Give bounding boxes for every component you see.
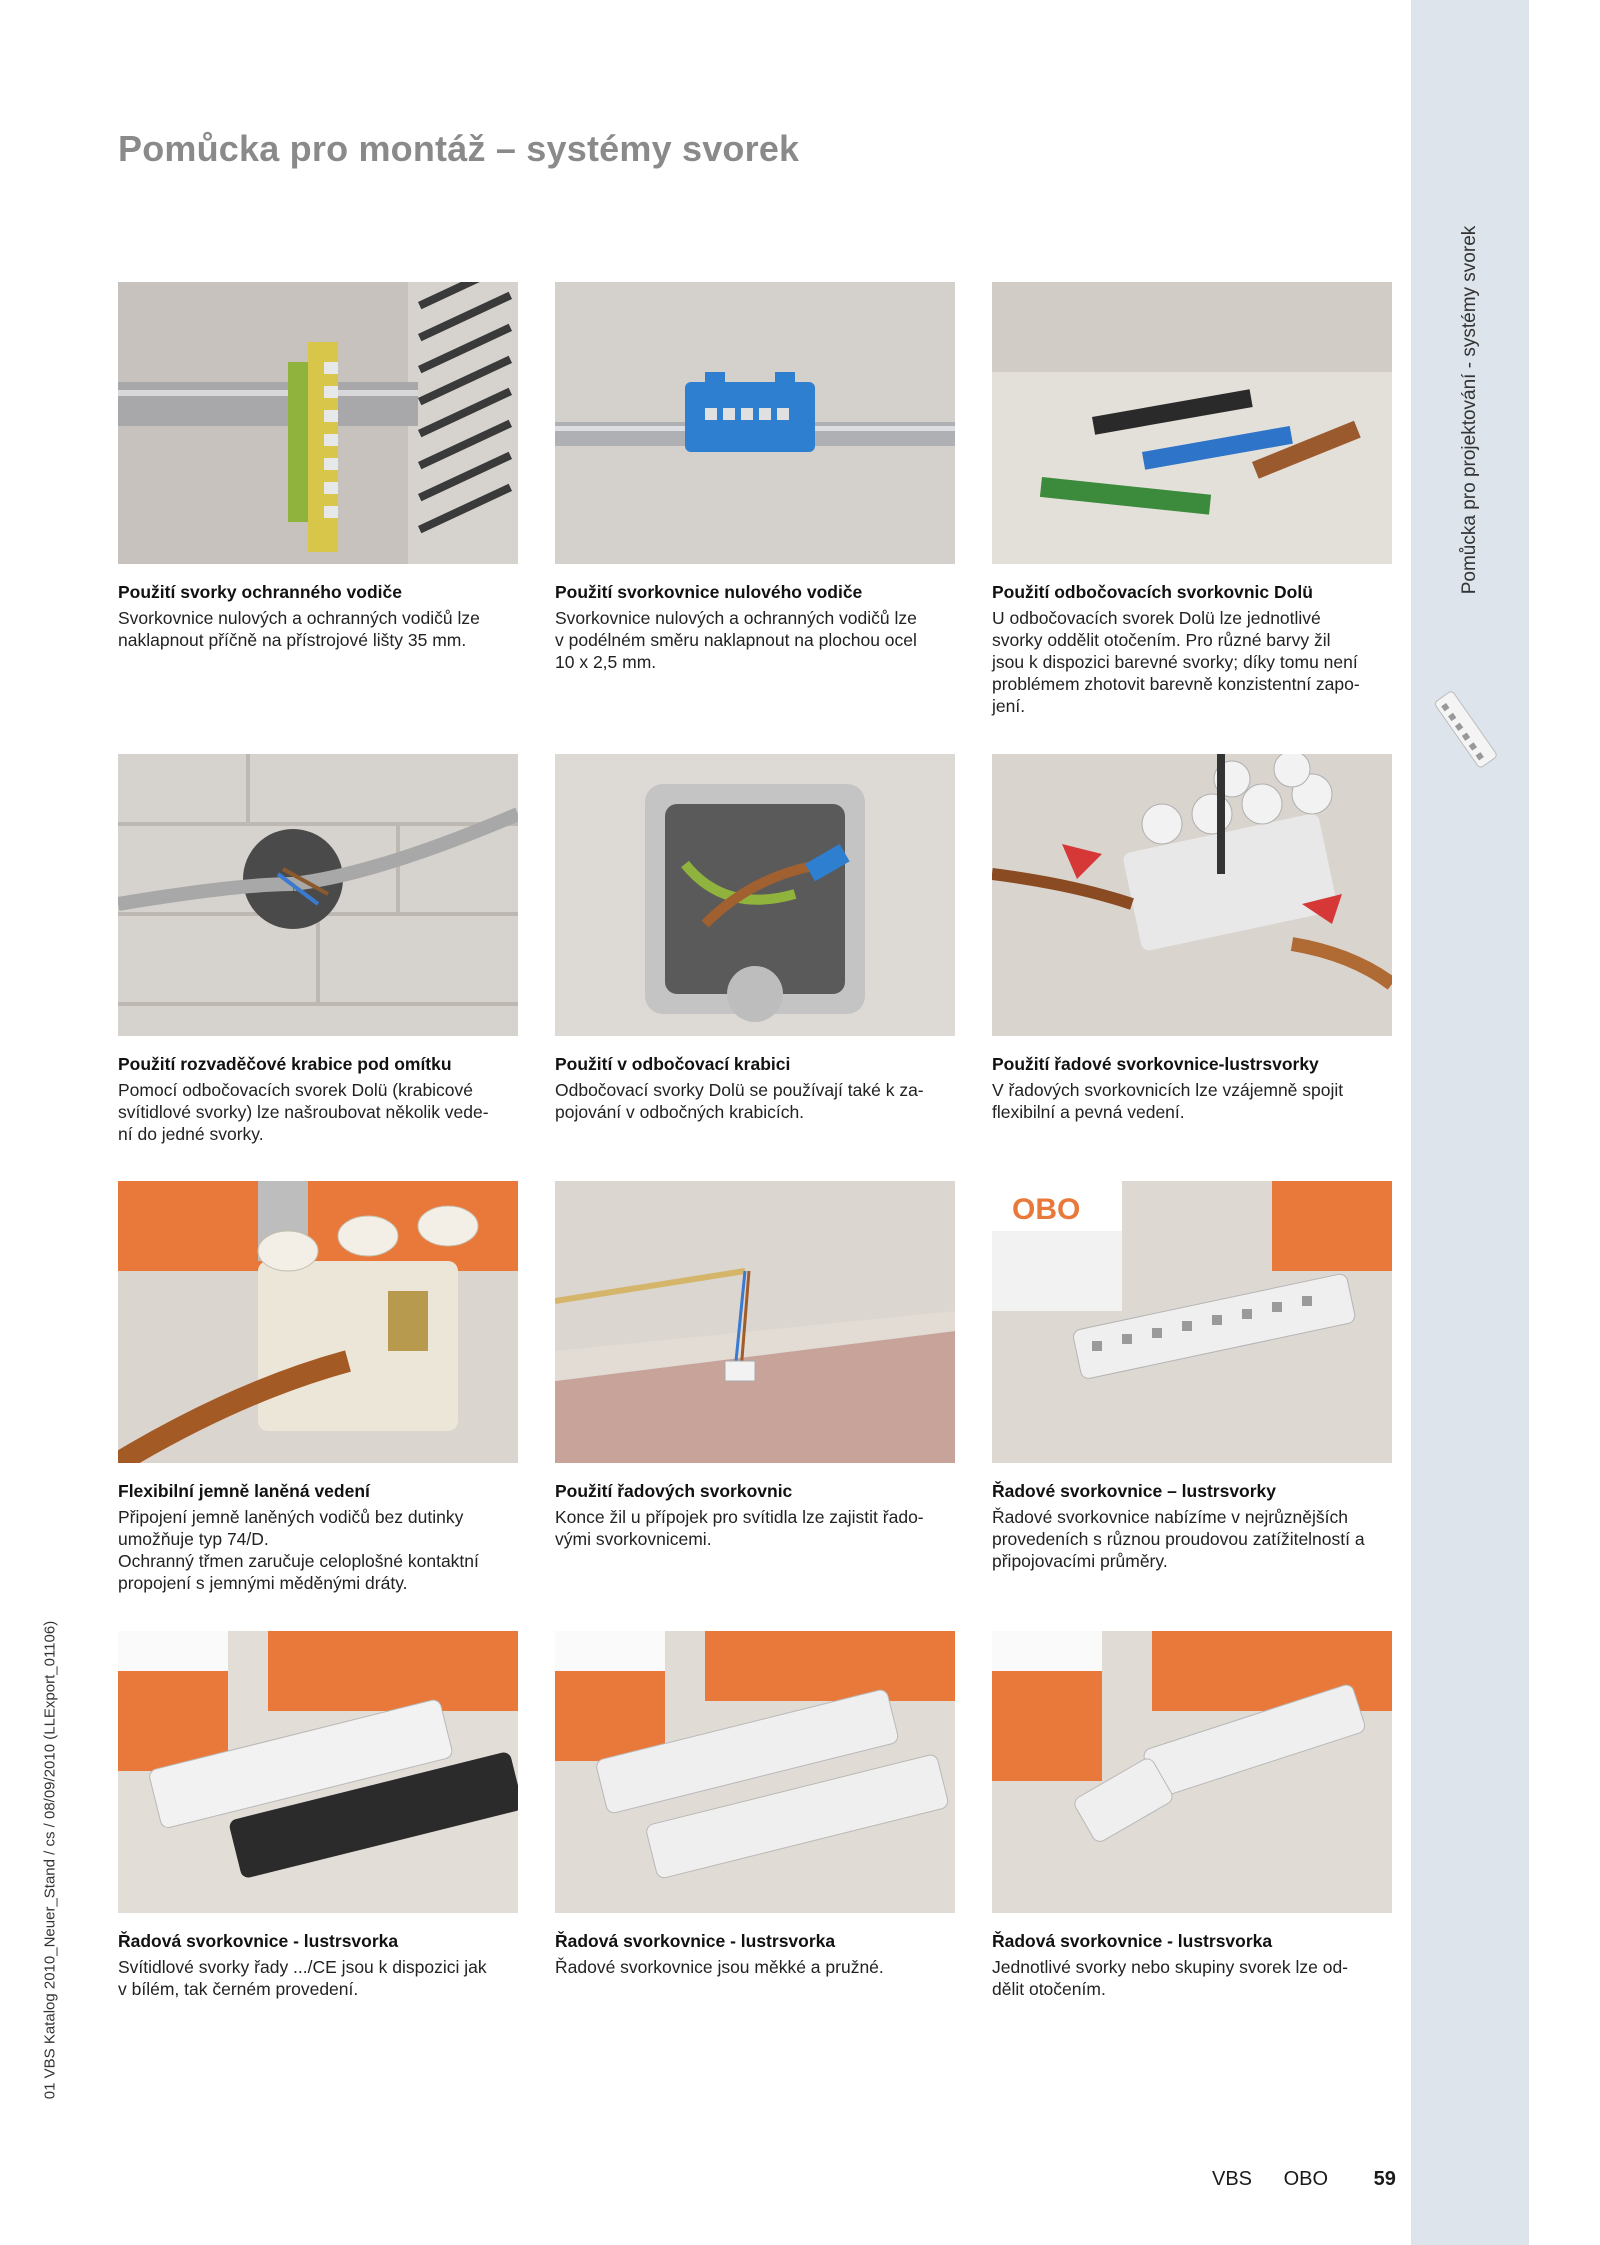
- footer: [1212, 2168, 1396, 2191]
- footer-brand-vbs: VBS: [1212, 2168, 1253, 2190]
- item-title: Použití v odbočovací krabici: [555, 1054, 791, 1074]
- item-description: Řadové svorkovnice nabízíme v nejrůznějších provedeních s různou proudovou zatížitelností a připojovacími průměry.: [992, 1507, 1365, 1571]
- item-title: Použití odbočovacích svorkovnic Dolü: [992, 582, 1313, 602]
- photo-ceiling-connection: [555, 1181, 955, 1463]
- item-title: Použití řadové svorkovnice-lustrsvorky: [992, 1054, 1319, 1074]
- photo-soft-strips: [555, 1631, 955, 1913]
- item-6: [992, 754, 1392, 1123]
- item-1: [118, 282, 518, 651]
- item-description: Připojení jemně laněných vodičů bez dutinky umožňuje typ 74/D. Ochranný třmen zaručuje celoplošné kontaktní propojení s jemnými měděnými dráty.: [118, 1507, 479, 1593]
- item-description: Svorkovnice nulových a ochranných vodičů lze naklapnout příčně na přístrojové lišty 35 mm.: [118, 608, 480, 650]
- item-5: [555, 754, 955, 1123]
- item-title: Řadové svorkovnice – lustrsvorky: [992, 1481, 1277, 1501]
- photo-colored-terminals: [992, 282, 1392, 564]
- item-title: Řadová svorkovnice - lustrsvorka: [992, 1931, 1273, 1951]
- item-title: Použití svorky ochranného vodiče: [118, 582, 402, 602]
- item-title: Řadová svorkovnice - lustrsvorka: [118, 1931, 399, 1951]
- item-description: U odbočovacích svorek Dolü lze jednotlivé svorky oddělit otočením. Pro různé barvy žil jsou k dispozici barevné svorky; díky tomu není problémem zhotovit barevně konzistentní zapo- jení.: [992, 608, 1360, 716]
- item-description: Svítidlové svorky řady .../CE jsou k dispozici jak v bílém, tak černém provedení.: [118, 1957, 487, 1999]
- photo-white-black-strips: [118, 1631, 518, 1913]
- page-title: Pomůcka pro montáž – systémy svorek: [118, 128, 800, 169]
- page-number: 59: [1373, 2168, 1396, 2190]
- item-description: Svorkovnice nulových a ochranných vodičů lze v podélném směru naklapnout na plochou ocel 10 x 2,5 mm.: [555, 608, 917, 672]
- photo-separable-strip: [992, 1631, 1392, 1913]
- item-2: [555, 282, 955, 673]
- photo-din-rail-terminal: [118, 282, 518, 564]
- item-title: Řadová svorkovnice - lustrsvorka: [555, 1931, 836, 1951]
- item-description: Konce žil u přípojek pro svítidla lze zajistit řado- vými svorkovnicemi.: [555, 1507, 924, 1549]
- item-7: [118, 1181, 518, 1594]
- item-description: Jednotlivé svorky nebo skupiny svorek lze od- dělit otočením.: [992, 1957, 1349, 1999]
- photo-terminal-strip: [992, 754, 1392, 1036]
- item-title: Flexibilní jemně laněná vedení: [118, 1481, 370, 1501]
- terminal-thumbnail: [1433, 685, 1497, 775]
- item-description: Pomocí odbočovacích svorek Dolü (krabicové svítidlové svorky) lze našroubovat několik vede- ní do jedné svorky.: [118, 1080, 489, 1144]
- photo-flexible-conductor: [118, 1181, 518, 1463]
- item-description: Odbočovací svorky Dolü se používají také k za- pojování v odbočných krabicích.: [555, 1080, 924, 1122]
- item-11: [555, 1631, 955, 1978]
- item-3: [992, 282, 1392, 717]
- photo-terminal-range: [992, 1181, 1392, 1463]
- photo-junction-box: [555, 754, 955, 1036]
- photo-flush-box: [118, 754, 518, 1036]
- item-8: [555, 1181, 955, 1550]
- item-description: Řadové svorkovnice jsou měkké a pružné.: [555, 1957, 884, 1977]
- side-label: Pomůcka pro projektování - systémy svorek: [1459, 225, 1480, 595]
- item-9: [992, 1181, 1392, 1572]
- item-title: Použití rozvaděčové krabice pod omítku: [118, 1054, 452, 1074]
- item-4: [118, 754, 518, 1145]
- photo-neutral-terminal: [555, 282, 955, 564]
- item-12: [992, 1631, 1392, 2000]
- catalog-reference: 01 VBS Katalog 2010_Neuer_Stand / cs / 08/09/2010 (LLExport_01106): [41, 1620, 59, 2100]
- footer-brand-obo: OBO: [1283, 2168, 1329, 2190]
- item-description: V řadových svorkovnicích lze vzájemně spojit flexibilní a pevná vedení.: [992, 1080, 1344, 1122]
- item-title: Použití řadových svorkovnic: [555, 1481, 793, 1501]
- item-10: [118, 1631, 518, 2000]
- item-title: Použití svorkovnice nulového vodiče: [555, 582, 863, 602]
- obo-logo: OBO: [1012, 1193, 1081, 1226]
